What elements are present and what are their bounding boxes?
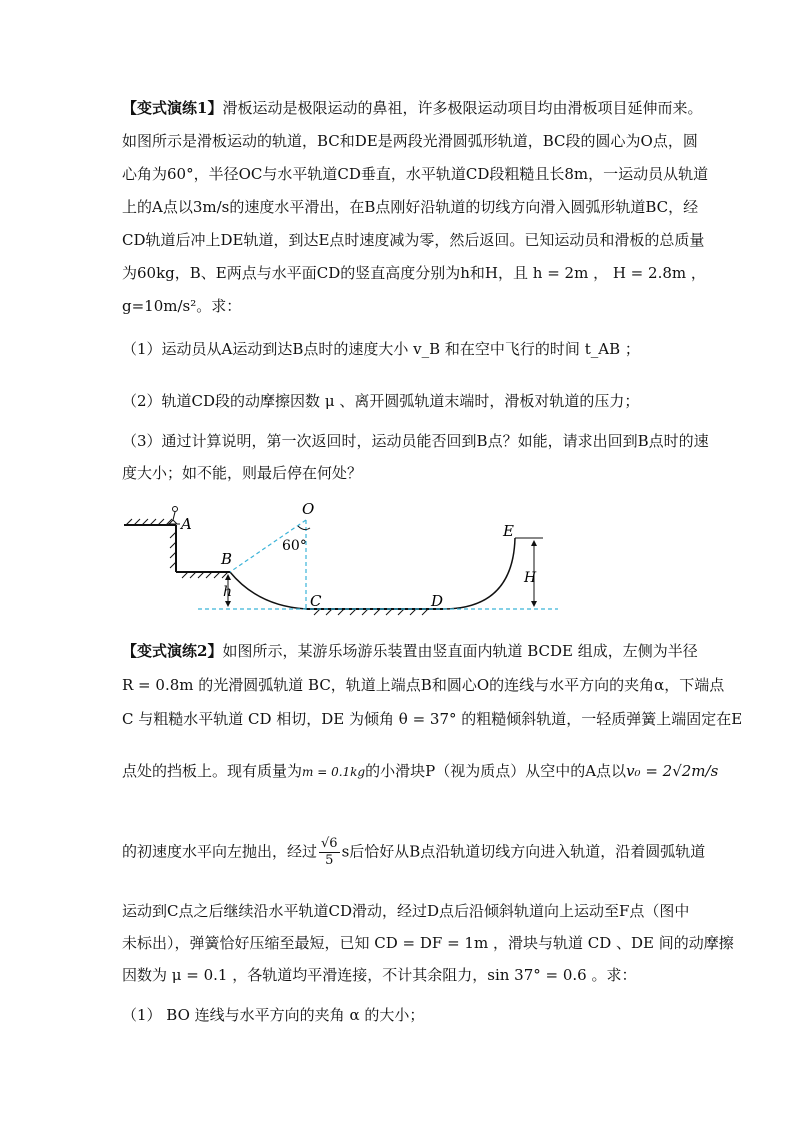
label-c: C: [310, 592, 322, 610]
time-fraction: $\frac{√6}{5}$: [321, 836, 338, 868]
ex1-line-2: 如图所示是滑板运动的轨道，BC和DE是两段光滑圆弧形轨道，BC段的圆心为O点，圆: [122, 132, 698, 150]
exercise-1-heading: 【变式演练1】: [122, 99, 223, 117]
ex1-line-4: 上的A点以3m/s的速度水平滑出，在B点刚好沿轨道的切线方向滑入圆弧形轨道BC，经: [122, 198, 699, 216]
ex2-line-6: 运动到C点之后继续沿水平轨道CD滑动，经过D点后沿倾斜轨道向上运动至F点（图中: [122, 902, 690, 920]
ex1-line-1: 滑板运动是极限运动的鼻祖，许多极限运动项目均由滑板项目延伸而来。: [222, 99, 703, 117]
ex2-line-7: 未标出），弹簧恰好压缩至最短，已知 CD = DF = 1m ，滑块与轨道 CD 、DE 间的动摩擦: [122, 934, 734, 952]
label-H: H: [524, 570, 537, 586]
label-b: B: [221, 550, 233, 568]
ex2-line-8: 因数为 μ = 0.1 ，各轨道均平滑连接，不计其余阻力，sin 37° = 0.6 。求：: [122, 966, 637, 984]
exercise-1-text: [122, 92, 709, 323]
ex1-question-3b: 度大小；如不能，则最后停在何处？: [122, 464, 363, 482]
angle-arc: [298, 526, 310, 530]
label-o: O: [302, 500, 315, 518]
velocity-value: v₀ = 2√2m/s: [626, 762, 719, 780]
ex1-line-7: g=10m/s²。求：: [122, 297, 242, 315]
label-h: h: [223, 584, 233, 600]
ex1-line-5: CD轨道后冲上DE轨道，到达E点时速度减为零，然后返回。已知运动员和滑板的总质量: [122, 231, 705, 249]
label-e: E: [503, 522, 514, 540]
label-angle: 60°: [282, 538, 307, 554]
ex2-line-4: 点处的挡板上。现有质量为m = 0.1kg的小滑块P（视为质点）从空中的A点以v₀ = 2√2m/s: [122, 762, 719, 780]
ex1-line-3: 心角为60°，半径OC与水平轨道CD垂直，水平轨道CD段粗糙且长8m，一运动员从轨道: [122, 165, 709, 183]
ex1-line-6: 为60kg，B、E两点与水平面CD的竖直高度分别为h和H，且 h = 2m ， H = 2.8m ，: [122, 264, 706, 282]
ex2-question-1: （1） BO 连线与水平方向的夹角 α 的大小；: [122, 1006, 425, 1024]
ex1-question-2: （2）轨道CD段的动摩擦因数 μ 、离开圆弧轨道末端时，滑板对轨道的压力；: [122, 392, 640, 410]
exercise-2-heading: 【变式演练2】: [122, 642, 223, 660]
ex2-line-3: C 与粗糙水平轨道 CD 相切，DE 为倾角 θ = 37° 的粗糙倾斜轨道，一轻质弹簧上端固定在E: [122, 710, 743, 728]
label-a: A: [181, 515, 192, 533]
mass-value: m = 0.1kg: [302, 765, 366, 779]
arc-bc: [230, 572, 306, 609]
label-d: D: [431, 592, 444, 610]
ex2-line-2: R = 0.8m 的光滑圆弧轨道 BC，轨道上端点B和圆心O的连线与水平方向的夹角α，下端点: [122, 676, 725, 694]
track-diagram: [118, 496, 568, 621]
ex2-line-1: 【变式演练2】如图所示，某游乐场游乐装置由竖直面内轨道 BCDE 组成，左侧为半径: [122, 642, 698, 660]
ex1-question-3a: （3）通过计算说明，第一次返回时，运动员能否回到B点？如能，请求出回到B点时的速: [122, 432, 709, 450]
ex1-question-1: （1）运动员从A运动到达B点时的速度大小 v_B 和在空中飞行的时间 t_AB ；: [122, 340, 640, 358]
ex2-line-5: 的初速度水平向左抛出，经过 $\frac{√6}{5}$ s后恰好从B点沿轨道切线方向进入轨道，沿着圆弧轨道: [122, 836, 706, 868]
arc-de: [443, 538, 515, 609]
